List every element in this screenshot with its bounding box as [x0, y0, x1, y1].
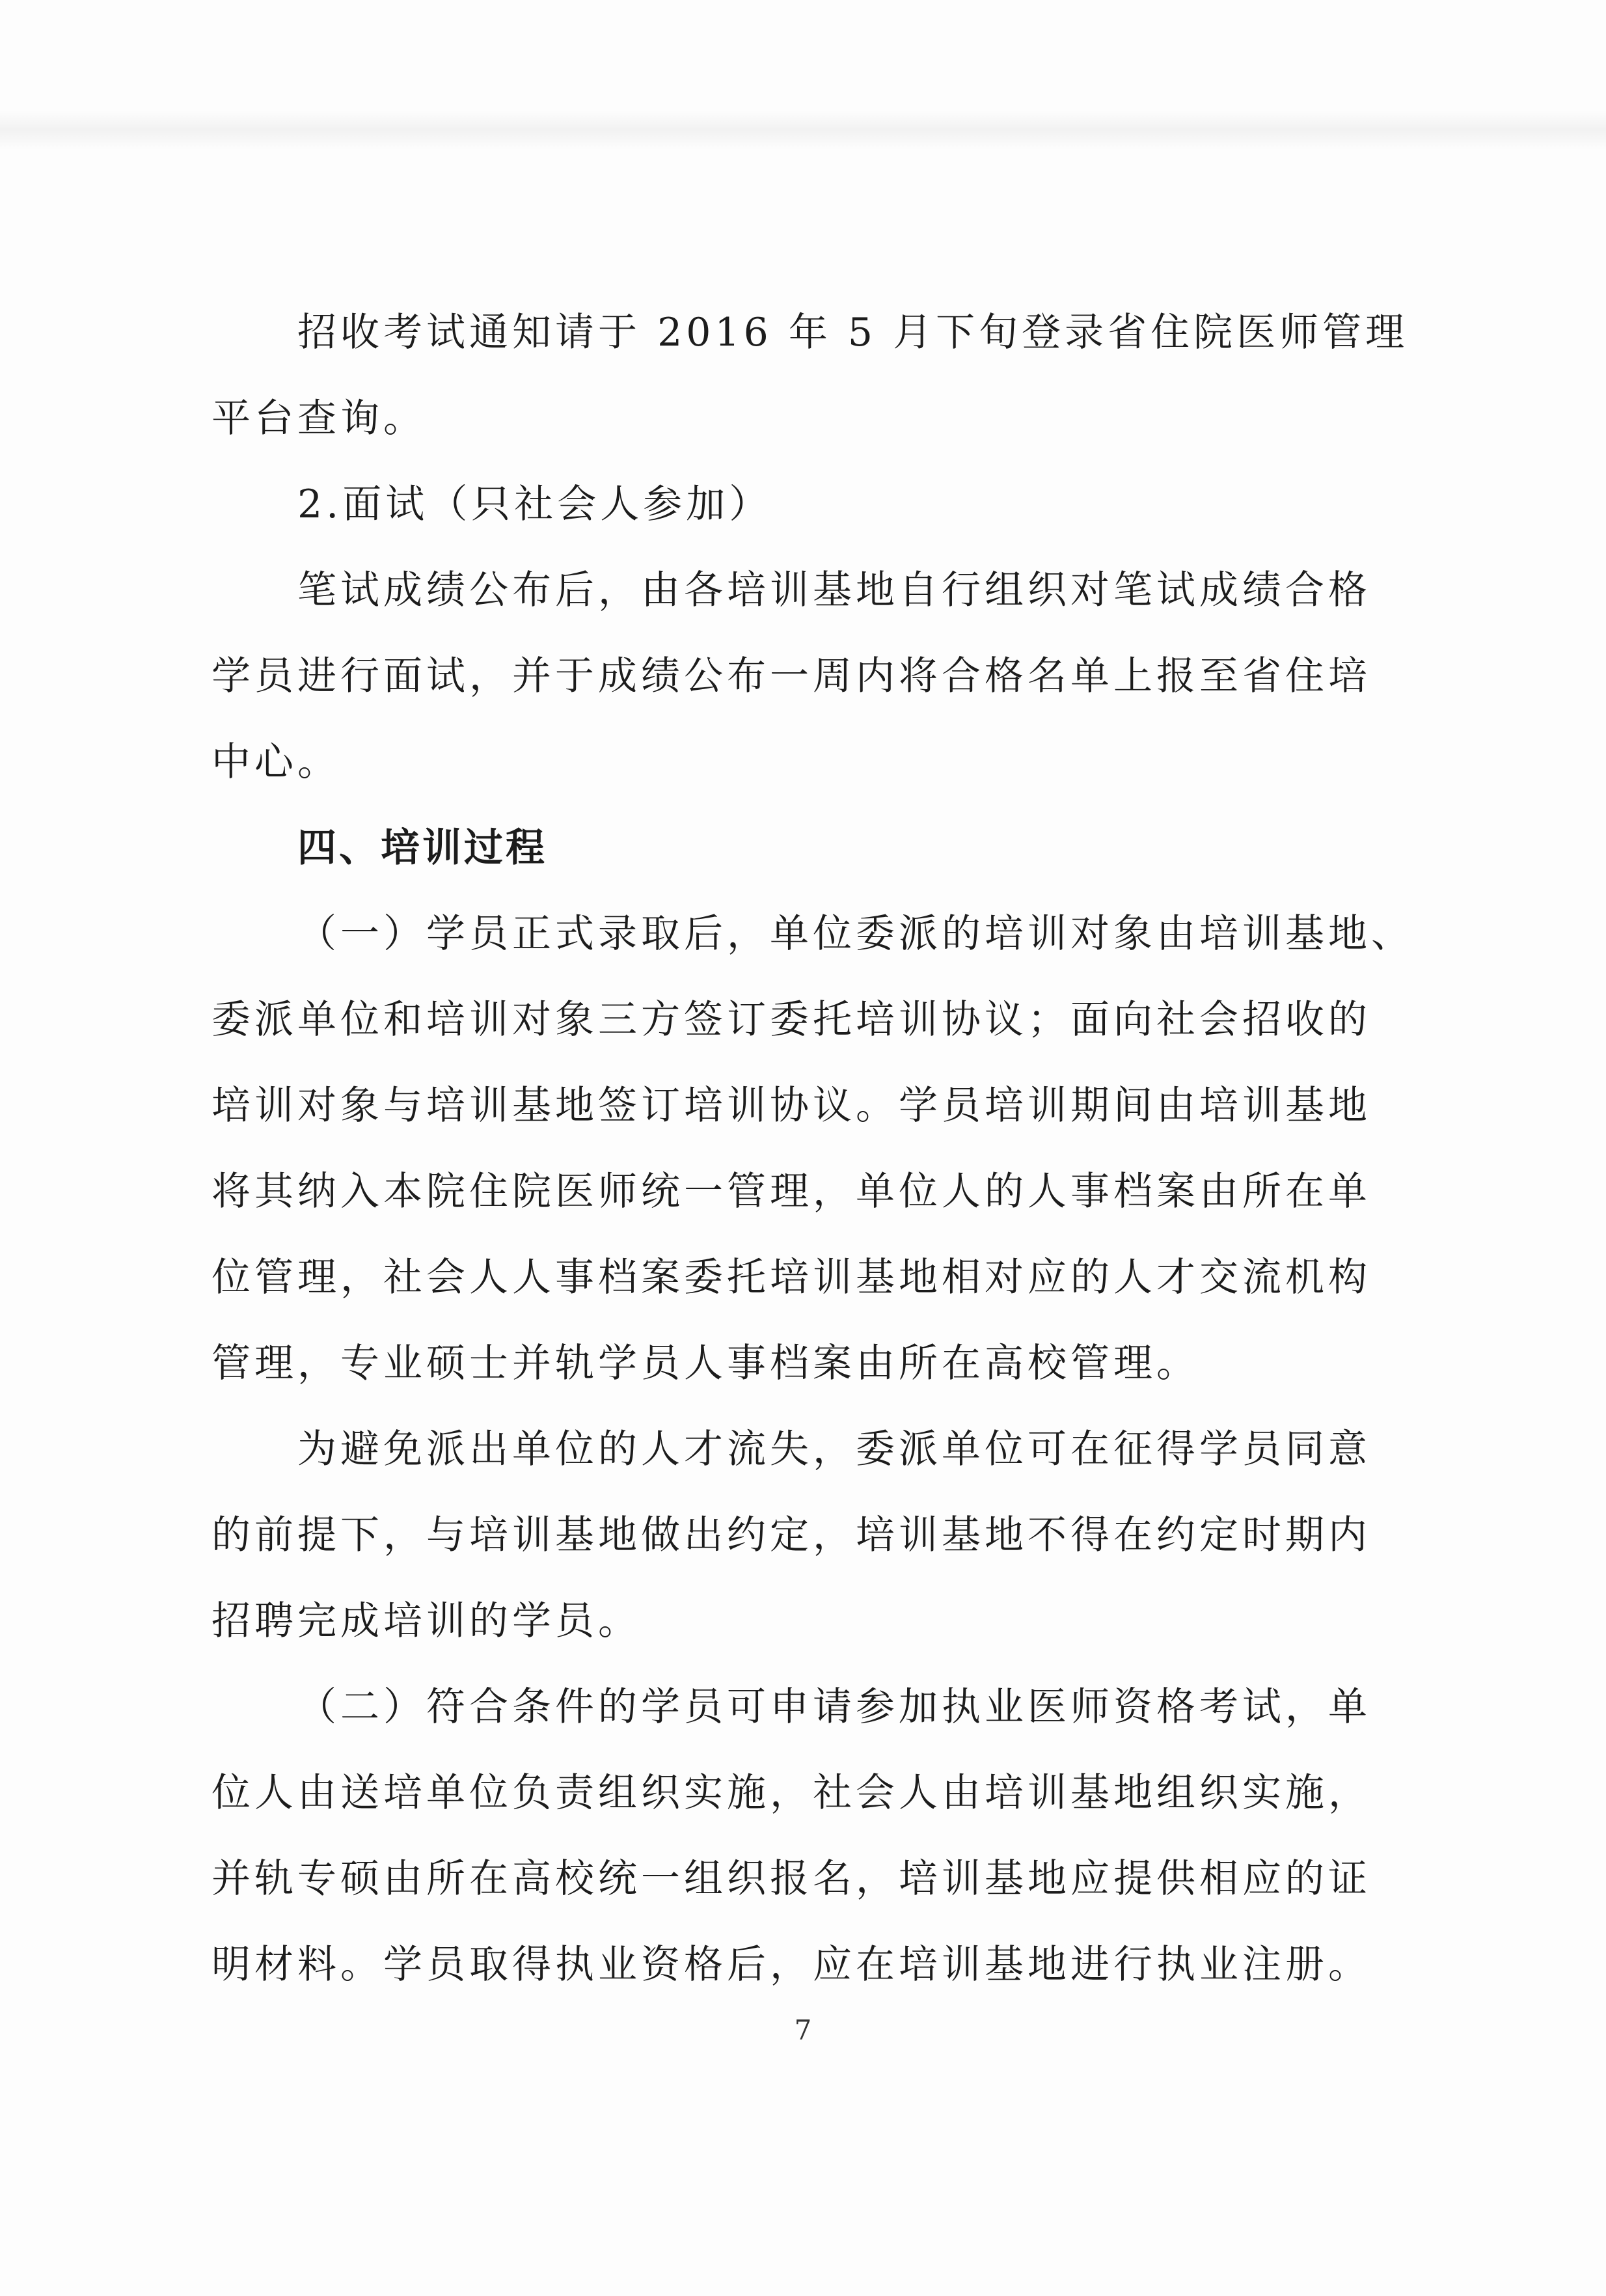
paragraph-line: 位管理，社会人人事档案委托培训基地相对应的人才交流机构	[211, 1255, 1371, 1300]
subheading-interview: 2.面试（只社会人参加）	[297, 482, 772, 527]
document-body	[211, 290, 1414, 2008]
paragraph-line: 管理，专业硕士并轨学员人事档案由所在高校管理。	[211, 1341, 1199, 1386]
paragraph-line: 位人由送培单位负责组织实施，社会人由培训基地组织实施，	[211, 1770, 1371, 1816]
paragraph-line: 招聘完成培训的学员。	[211, 1598, 641, 1644]
paragraph-line: 将其纳入本院住院医师统一管理，单位人的人事档案由所在单	[211, 1169, 1371, 1214]
paragraph-line: （一）学员正式录取后，单位委派的培训对象由培训基地、	[297, 911, 1414, 957]
paragraph-line: 中心。	[211, 739, 340, 785]
scan-shadow	[0, 111, 1606, 150]
paragraph-line: 学员进行面试，并于成绩公布一周内将合格名单上报至省住培	[211, 653, 1371, 699]
paragraph-line: 的前提下，与培训基地做出约定，培训基地不得在约定时期内	[211, 1512, 1371, 1558]
paragraph-line: 委派单位和培训对象三方签订委托培训协议；面向社会招收的	[211, 997, 1371, 1043]
paragraph-line: 为避免派出单位的人才流失，委派单位可在征得学员同意	[297, 1427, 1371, 1472]
section-heading: 四、培训过程	[297, 825, 547, 871]
page-number: 7	[794, 2014, 812, 2046]
paragraph-line: 招收考试通知请于 2016 年 5 月下旬登录省住院医师管理	[297, 310, 1409, 355]
paragraph-line: 明材料。学员取得执业资格后，应在培训基地进行执业注册。	[211, 1942, 1371, 1988]
paragraph-line: 培训对象与培训基地签订培训协议。学员培训期间由培训基地	[211, 1083, 1371, 1128]
paragraph-line: 并轨专硕由所在高校统一组织报名，培训基地应提供相应的证	[211, 1856, 1371, 1902]
paragraph-line: （二）符合条件的学员可申请参加执业医师资格考试，单	[297, 1684, 1371, 1730]
paragraph-line: 笔试成绩公布后，由各培训基地自行组织对笔试成绩合格	[297, 567, 1371, 613]
paragraph-line: 平台查询。	[211, 396, 426, 441]
